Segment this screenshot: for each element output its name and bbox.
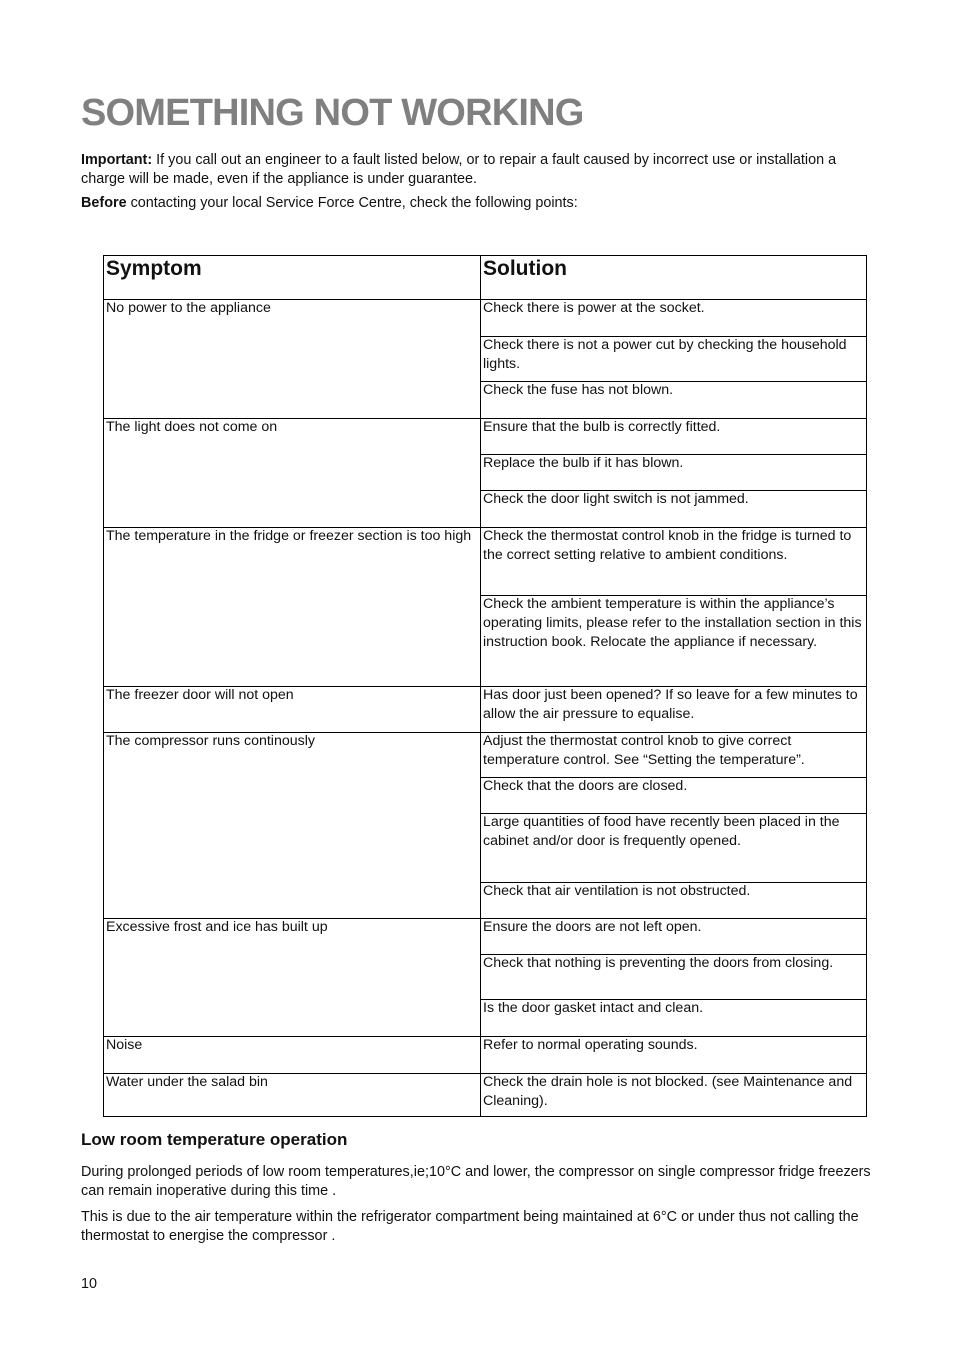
solution-cell: Replace the bulb if it has blown. [483, 455, 684, 471]
solution-cell: Refer to normal operating sounds. [483, 1037, 698, 1053]
solution-cell: Check the door light switch is not jammed. [483, 491, 749, 507]
page-number: 10 [81, 1276, 98, 1292]
symptom-cell: The temperature in the fridge or freezer section is too high [106, 528, 472, 544]
page-title: SOMETHING NOT WORKING [81, 92, 584, 134]
header-solution: Solution [483, 257, 567, 280]
symptom-cell: Excessive frost and ice has built up [106, 919, 328, 935]
solution-cell: Check the ambient temperature is within the appliance’s operating limits, please refer to the installation section in this instruction book. Relocate the appliance if necessary. [483, 596, 862, 650]
before-label: Before [81, 195, 127, 211]
solution-cell: Check there is not a power cut by checking the household lights. [483, 337, 847, 372]
low-temp-heading: Low room temperature operation [81, 1130, 348, 1149]
troubleshooting-table [103, 255, 867, 1117]
low-temp-paragraph-2: This is due to the air temperature within the refrigerator compartment being maintained at 6°C or under thus not calling the thermostat to energise the compressor . [81, 1209, 859, 1244]
important-label: Important: [81, 152, 153, 168]
symptom-cell: The compressor runs continously [106, 733, 315, 749]
solution-cell: Check that the doors are closed. [483, 778, 688, 794]
solution-cell: Check the thermostat control knob in the fridge is turned to the correct setting relative to ambient conditions. [483, 528, 852, 563]
low-temp-paragraph-1: During prolonged periods of low room temperatures,ie;10°C and lower, the compressor on single compressor fridge freezers can remain inoperative during this time . [81, 1164, 871, 1199]
symptom-cell: The freezer door will not open [106, 687, 294, 703]
before-note [81, 194, 881, 213]
solution-cell: Check that nothing is preventing the doors from closing. [483, 955, 834, 971]
solution-cell: Check the drain hole is not blocked. (see Maintenance and Cleaning). [483, 1074, 853, 1109]
solution-cell: Is the door gasket intact and clean. [483, 1000, 704, 1016]
solution-cell: Check that air ventilation is not obstructed. [483, 883, 751, 899]
symptom-cell: Water under the salad bin [106, 1074, 268, 1090]
important-text: If you call out an engineer to a fault listed below, or to repair a fault caused by incorrect use or installation a charge will be made, even if the appliance is under guarantee. [81, 152, 837, 187]
important-note [81, 151, 881, 189]
header-symptom: Symptom [106, 257, 202, 280]
symptom-cell: No power to the appliance [106, 300, 271, 316]
solution-cell: Check there is power at the socket. [483, 300, 705, 316]
symptom-cell: Noise [106, 1037, 143, 1053]
solution-cell: Large quantities of food have recently been placed in the cabinet and/or door is frequently opened. [483, 814, 840, 849]
solution-cell: Ensure that the bulb is correctly fitted. [483, 419, 721, 435]
solution-cell: Check the fuse has not blown. [483, 382, 674, 398]
solution-cell: Ensure the doors are not left open. [483, 919, 702, 935]
before-text: contacting your local Service Force Centre, check the following points: [126, 195, 578, 211]
solution-cell: Has door just been opened? If so leave for a few minutes to allow the air pressure to equalise. [483, 687, 858, 722]
solution-cell: Adjust the thermostat control knob to give correct temperature control. See “Setting the temperature”. [483, 733, 805, 768]
symptom-cell: The light does not come on [106, 419, 278, 435]
